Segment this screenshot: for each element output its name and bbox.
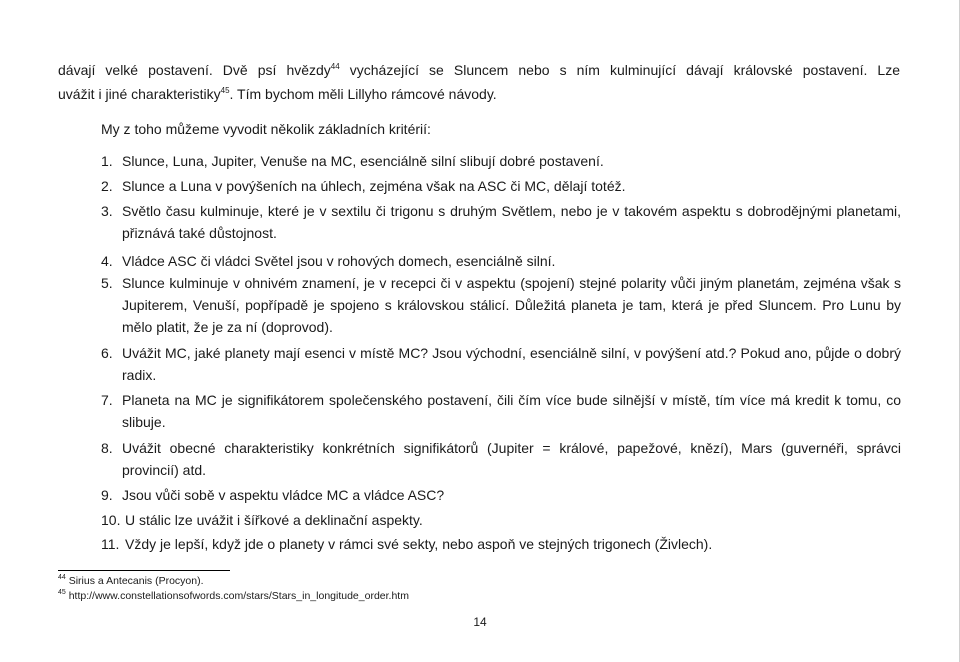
list-number: 8. [101,440,113,456]
list-item [101,389,901,433]
list-item [101,200,901,244]
list-number: 4. [101,253,113,269]
list-item [101,484,901,506]
list-text: U stálic lze uvážit i šířkové a deklinační aspekty. [125,512,423,528]
body-text: vycházející se Sluncem nebo s ním kulminující dávají královské postavení. Lze [339,62,900,78]
footnote-ref[interactable]: 45 [220,86,230,95]
list-item [101,178,901,194]
list-number: 9. [101,487,113,503]
footnote [58,590,409,603]
list-text: Jsou vůči sobě v aspektu vládce MC a vládce ASC? [122,487,445,503]
list-text: Slunce kulminuje v ohnivém znamení, je v recepci či v aspektu (spojení) stejné polarity vůči jiným planetám, zejména však s Jupiterem, Venuší, popřípadě je spojeno s královskou stálicí. Důležitá planeta je tam, která je před Sluncem. Pro Lunu by mělo platit, že je za ní (doprovod). [122,275,901,335]
list-item [101,272,901,338]
footnote-separator [58,570,230,571]
footnote-mark: 44 [58,574,66,581]
footnote-ref[interactable]: 44 [330,62,340,71]
footnote-mark: 45 [58,589,66,596]
list-number: 2. [101,178,113,194]
list-number: 3. [101,203,113,219]
list-number: 1. [101,153,113,169]
list-text: Planeta na MC je signifikátorem společenského postavení, čili čím více bude silnější v místě, tím více má kredit k tomu, co slibuje. [122,392,901,430]
list-item [101,153,901,169]
footnote [58,575,204,588]
criteria-intro: My z toho můžeme vyvodit několik základních kritérií: [101,121,431,137]
footnote-text: Sirius a Antecanis (Procyon). [65,575,204,587]
list-item [101,533,901,555]
body-line-1 [58,62,900,78]
page-number: 14 [473,615,487,629]
list-number: 11. [101,536,120,552]
list-text: Světlo času kulminuje, které je v sextilu či trigonu s druhým Světlem, nebo je v takovém aspektu s dobrodějnými planetami, přiznává také důstojnost. [122,203,901,241]
body-text: dávají velké postavení. Dvě psí hvězdy [58,62,331,78]
list-item [101,250,901,272]
body-text: . Tím bychom měli Lillyho rámcové návody. [229,86,497,102]
list-text: Uvážit MC, jaké planety mají esenci v místě MC? Jsou východní, esenciálně silní, v povýšení atd.? Pokud ano, půjde o dobrý radix. [122,345,901,383]
list-number: 5. [101,275,113,291]
list-text: Vždy je lepší, když jde o planety v rámci své sekty, nebo aspoň ve stejných trigonech (Živlech). [125,536,713,552]
footnote-link[interactable]: http://www.constellationsofwords.com/stars/Stars_in_longitude_order.htm [65,590,409,602]
list-item [101,437,901,481]
list-item [101,509,901,531]
list-text: Vládce ASC či vládci Světel jsou v rohových domech, esenciálně silní. [122,253,556,269]
list-number: 7. [101,392,113,408]
body-line-2 [58,86,497,102]
list-item [101,342,901,386]
list-text: Slunce, Luna, Jupiter, Venuše na MC, esenciálně silní slibují dobré postavení. [122,153,604,169]
list-text: Slunce a Luna v povýšeních na úhlech, zejména však na ASC či MC, dělají totéž. [122,178,626,194]
list-number: 6. [101,345,113,361]
body-text: uvážit i jiné charakteristiky [58,86,221,102]
list-number: 10. [101,512,121,528]
list-text: Uvážit obecné charakteristiky konkrétních signifikátorů (Jupiter = králové, papežové, knězí), Mars (guvernéři, správci provincií) atd. [122,440,901,478]
